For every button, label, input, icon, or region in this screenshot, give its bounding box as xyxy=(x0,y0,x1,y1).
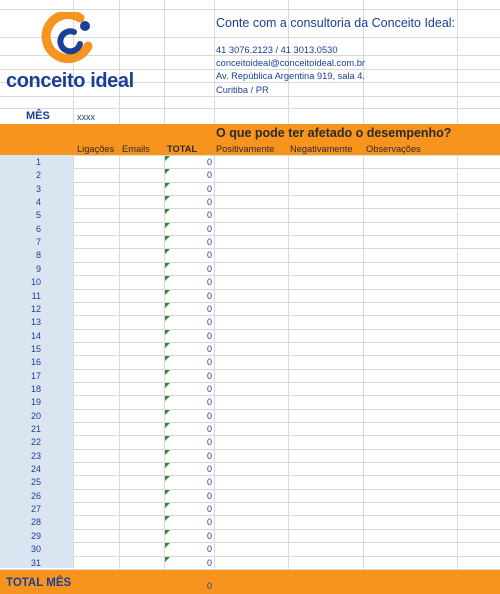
grid-row-line xyxy=(0,515,500,516)
grid-col-line xyxy=(457,0,458,570)
total-month-label: TOTAL MÊS xyxy=(6,577,72,589)
grid-row-line xyxy=(0,342,500,343)
day-total-cell[interactable]: 0 xyxy=(206,237,212,248)
grid-row-line xyxy=(0,475,500,476)
day-number: 15 xyxy=(30,343,41,354)
grid-row-line xyxy=(0,108,500,109)
contact-address: Av. República Argentina 919, sala 4. xyxy=(216,71,366,81)
grid-row-line xyxy=(0,9,500,10)
column-header-negativamente: Negativamente xyxy=(290,144,353,154)
day-total-cell[interactable]: 0 xyxy=(206,250,212,261)
day-number: 27 xyxy=(30,504,41,515)
grid-row-line xyxy=(0,195,500,196)
month-label: MÊS xyxy=(26,110,50,122)
day-total-cell[interactable]: 0 xyxy=(206,410,212,421)
total-month-bar xyxy=(0,570,500,594)
day-number: 3 xyxy=(35,183,41,194)
logo-mark-icon xyxy=(40,12,94,66)
grid-row-line xyxy=(0,382,500,383)
contact-email: conceitoideal@conceitoideal.com.br xyxy=(216,58,365,68)
day-number: 12 xyxy=(30,303,41,314)
day-number: 6 xyxy=(35,223,41,234)
day-number: 29 xyxy=(30,530,41,541)
grid-row-line xyxy=(0,182,500,183)
grid-row-line xyxy=(0,155,500,156)
day-number: 13 xyxy=(30,317,41,328)
grid-row-line xyxy=(0,208,500,209)
total-month-value[interactable]: 0 xyxy=(206,581,212,591)
column-header-emails: Emails xyxy=(122,144,150,154)
grid-col-line xyxy=(288,0,289,570)
contact-phone: 41 3076.2123 / 41 3013.0530 xyxy=(216,45,338,55)
day-number: 25 xyxy=(30,477,41,488)
grid-row-line xyxy=(0,502,500,503)
grid-row-line xyxy=(0,235,500,236)
day-number: 26 xyxy=(30,490,41,501)
day-total-cell[interactable]: 0 xyxy=(206,383,212,394)
day-number: 5 xyxy=(35,210,41,221)
day-total-cell[interactable]: 0 xyxy=(206,477,212,488)
month-value[interactable]: xxxx xyxy=(77,112,95,122)
day-number: 17 xyxy=(30,370,41,381)
day-number: 10 xyxy=(30,277,41,288)
day-total-cell[interactable]: 0 xyxy=(206,437,212,448)
day-number: 23 xyxy=(30,450,41,461)
day-number: 22 xyxy=(30,437,41,448)
grid-row-line xyxy=(0,369,500,370)
day-total-cell[interactable]: 0 xyxy=(206,317,212,328)
day-total-cell[interactable]: 0 xyxy=(206,397,212,408)
day-total-cell[interactable]: 0 xyxy=(206,343,212,354)
day-total-cell[interactable]: 0 xyxy=(206,504,212,515)
day-number: 16 xyxy=(30,357,41,368)
day-total-cell[interactable]: 0 xyxy=(206,330,212,341)
day-total-cell[interactable]: 0 xyxy=(206,370,212,381)
day-number: 4 xyxy=(35,197,41,208)
day-number: 8 xyxy=(35,250,41,261)
column-header-observacoes: Observações xyxy=(366,144,421,154)
grid-row-line xyxy=(0,289,500,290)
day-number: 11 xyxy=(31,290,41,301)
grid-row-line xyxy=(0,542,500,543)
day-number: 24 xyxy=(30,464,41,475)
day-number: 21 xyxy=(30,424,41,434)
question-title: O que pode ter afetado o desempenho? xyxy=(216,126,452,140)
day-total-cell[interactable]: 0 xyxy=(206,290,212,301)
grid-row-line xyxy=(0,248,500,249)
day-total-cell[interactable]: 0 xyxy=(206,210,212,221)
grid-row-line xyxy=(0,556,500,557)
grid-row-line xyxy=(0,302,500,303)
day-number: 14 xyxy=(30,330,41,341)
grid-row-line xyxy=(0,329,500,330)
day-number: 19 xyxy=(30,397,41,408)
logo-text: conceito ideal xyxy=(6,70,134,92)
day-total-cell[interactable]: 0 xyxy=(206,357,212,368)
day-total-cell[interactable]: 0 xyxy=(206,530,212,541)
grid-row-line xyxy=(0,435,500,436)
grid-row-line xyxy=(0,462,500,463)
contact-title: Conte com a consultoria da Conceito Ideal: xyxy=(216,16,456,30)
day-total-cell[interactable]: 0 xyxy=(206,424,212,434)
day-total-cell[interactable]: 0 xyxy=(206,263,212,274)
day-number: 31 xyxy=(30,557,41,568)
day-total-cell[interactable]: 0 xyxy=(206,544,212,555)
grid-row-line xyxy=(0,449,500,450)
contact-city: Curitiba / PR xyxy=(216,85,269,95)
grid-row-line xyxy=(0,262,500,263)
day-total-cell[interactable]: 0 xyxy=(206,450,212,461)
grid-row-line xyxy=(0,96,500,97)
grid-row-line xyxy=(0,489,500,490)
grid-row-line xyxy=(0,422,500,423)
column-header-total: TOTAL xyxy=(167,144,198,154)
day-total-cell[interactable]: 0 xyxy=(206,157,212,167)
grid-row-line xyxy=(0,409,500,410)
grid-row-line xyxy=(0,315,500,316)
grid-row-line xyxy=(0,395,500,396)
day-number: 1 xyxy=(35,157,41,167)
company-logo xyxy=(6,12,134,96)
day-number: 28 xyxy=(30,517,41,528)
day-total-cell[interactable]: 0 xyxy=(206,517,212,528)
day-number: 9 xyxy=(35,263,41,274)
day-number: 2 xyxy=(35,170,41,181)
day-total-cell[interactable]: 0 xyxy=(206,490,212,501)
day-number: 30 xyxy=(30,544,41,555)
grid-col-line xyxy=(363,0,364,570)
day-total-cell[interactable]: 0 xyxy=(206,183,212,194)
day-total-cell[interactable]: 0 xyxy=(206,277,212,288)
grid-row-line xyxy=(0,275,500,276)
grid-row-line xyxy=(0,168,500,169)
day-total-cell[interactable]: 0 xyxy=(206,197,212,208)
day-total-cell[interactable]: 0 xyxy=(206,223,212,234)
grid-row-line xyxy=(0,529,500,530)
column-header-ligacoes: Ligações xyxy=(77,144,115,154)
day-total-cell[interactable]: 0 xyxy=(206,557,212,568)
grid-row-line xyxy=(0,355,500,356)
day-total-cell[interactable]: 0 xyxy=(206,464,212,475)
grid-col-line xyxy=(214,0,215,570)
day-total-cell[interactable]: 0 xyxy=(206,303,212,314)
day-number: 18 xyxy=(30,383,41,394)
day-total-cell[interactable]: 0 xyxy=(206,170,212,181)
column-header-positivamente: Positivamente xyxy=(216,144,275,154)
day-number: 20 xyxy=(30,410,41,421)
day-number: 7 xyxy=(35,237,41,248)
grid-row-line xyxy=(0,222,500,223)
